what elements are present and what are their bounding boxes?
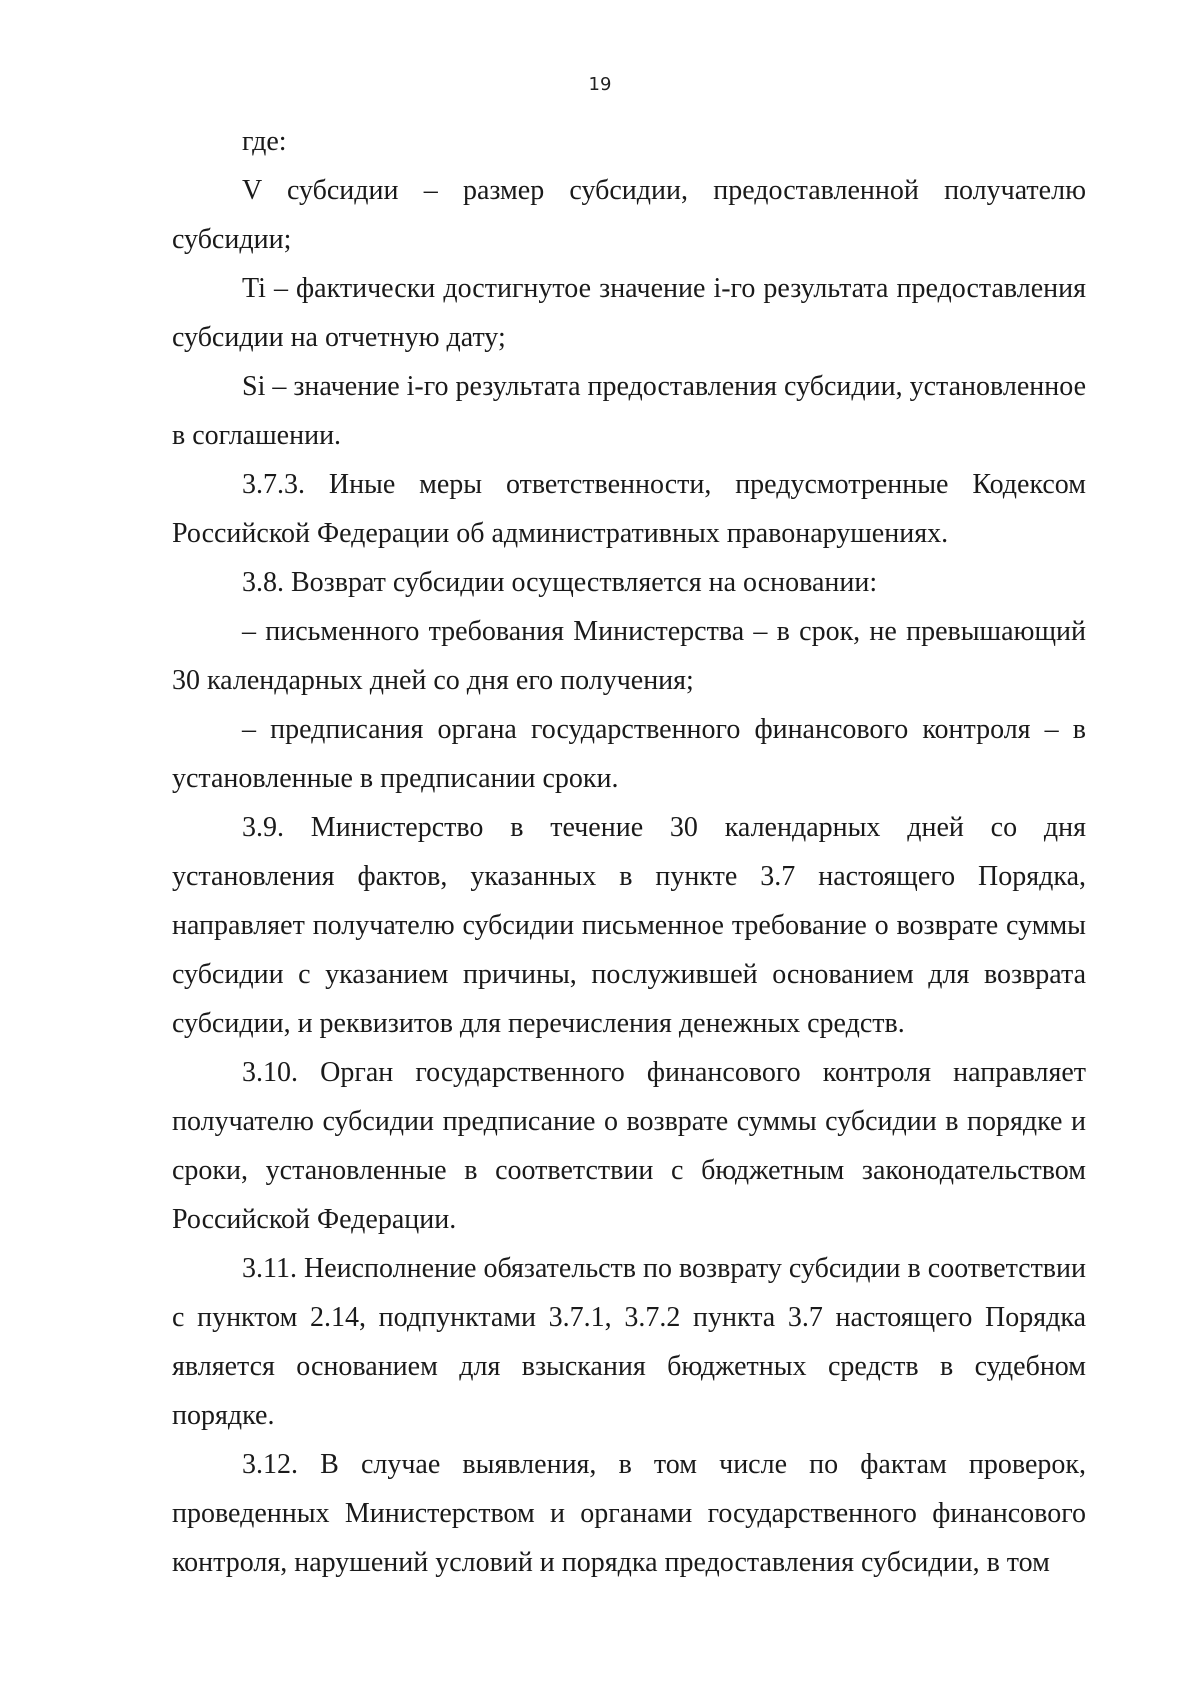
paragraph-3-7-3: 3.7.3. Иные меры ответственности, предусмотренные Кодексом Российской Федерации об административных правонарушениях. [172,469,1086,549]
paragraph-ti: Ti – фактически достигнутое значение i-го результата предоставления субсидии на отчетную дату; [172,273,1086,353]
paragraph-where: где: [242,126,287,157]
paragraph-3-10: 3.10. Орган государственного финансового контроля направляет получателю субсидии предписание о возврате суммы субсидии в порядке и сроки, установленные в соответствии с бюджетным законодательством Российской Федерации. [172,1057,1086,1235]
paragraph-3-9: 3.9. Министерство в течение 30 календарных дней со дня установления фактов, указанных в пункте 3.7 настоящего Порядка, направляет получателю субсидии письменное требование о возврате суммы субсидии с указанием причины, послужившей основанием для возврата субсидии, и реквизитов для перечисления денежных средств. [172,812,1086,1039]
paragraph-3-12: 3.12. В случае выявления, в том числе по фактам проверок, проведенных Министерством и органами государственного финансового контроля, нарушений условий и порядка предоставления субсидии, в том [172,1449,1086,1578]
paragraph-3-8-item-2: – предписания органа государственного финансового контроля – в установленные в предписании сроки. [172,714,1086,794]
paragraph-3-8-item-1: – письменного требования Министерства – в срок, не превышающий 30 календарных дней со дня его получения; [172,616,1086,696]
paragraph-v-subsidy: V субсидии – размер субсидии, предоставленной получателю субсидии; [172,175,1086,255]
paragraph-3-8: 3.8. Возврат субсидии осуществляется на основании: [242,567,878,598]
page-number: 19 [588,74,612,95]
paragraph-si: Si – значение i-го результата предоставления субсидии, установленное в соглашении. [172,371,1086,451]
document-body [172,117,1086,1587]
paragraph-3-11: 3.11. Неисполнение обязательств по возврату субсидии в соответствии с пунктом 2.14, подпунктами 3.7.1, 3.7.2 пункта 3.7 настоящего Порядка является основанием для взыскания бюджетных средств в судебном порядке. [172,1253,1086,1431]
